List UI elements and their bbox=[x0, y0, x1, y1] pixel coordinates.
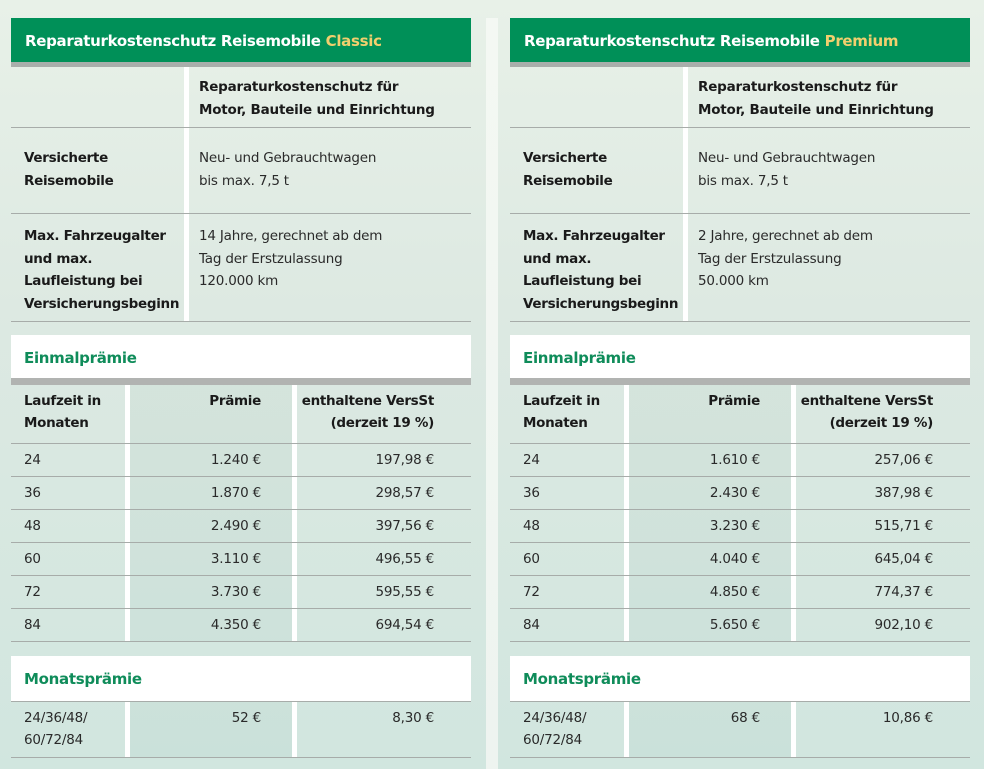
column-header-premium: Prämie bbox=[708, 393, 760, 409]
panel-classic bbox=[11, 18, 471, 758]
single-premium-table bbox=[510, 385, 970, 642]
monthly-premium-table bbox=[510, 702, 970, 758]
title-variant: Classic bbox=[325, 32, 382, 50]
row-label: Versicherte Reisemobile bbox=[24, 150, 114, 189]
row-value: Neu- und Gebrauchtwagen bis max. 7,5 t bbox=[199, 150, 377, 189]
panel-title bbox=[11, 18, 471, 67]
title-variant: Premium bbox=[824, 32, 899, 50]
monthly-premium-heading: Monatsprämie bbox=[510, 656, 970, 702]
coverage-info-table bbox=[510, 67, 970, 322]
table-row: 24/36/48/ 60/72/84 68 € 10,86 € bbox=[510, 702, 970, 758]
table-row: 60 4.040 € 645,04 € bbox=[510, 543, 970, 576]
table-row: 72 4.850 € 774,37 € bbox=[510, 576, 970, 609]
max-age-mileage-row bbox=[11, 214, 471, 322]
table-row: 24 1.610 € 257,06 € bbox=[510, 444, 970, 477]
single-premium-heading: Einmalprämie bbox=[11, 335, 471, 385]
column-header-term: Laufzeit in Monaten bbox=[523, 393, 600, 431]
table-row: 36 1.870 € 298,57 € bbox=[11, 477, 471, 510]
table-header-row bbox=[11, 385, 471, 444]
monthly-premium-heading: Monatsprämie bbox=[11, 656, 471, 702]
table-row: 48 3.230 € 515,71 € bbox=[510, 510, 970, 543]
table-row: 72 3.730 € 595,55 € bbox=[11, 576, 471, 609]
row-value: 14 Jahre, gerechnet ab dem Tag der Erstzulassung 120.000 km bbox=[199, 228, 383, 289]
insured-vehicles-row bbox=[11, 128, 471, 214]
coverage-info-table bbox=[11, 67, 471, 322]
column-header-tax: enthaltene VersSt (derzeit 19 %) bbox=[301, 393, 434, 431]
row-label: Max. Fahrzeugalter und max. Laufleistung bei Versicherungsbeginn bbox=[523, 228, 679, 312]
coverage-description: Reparaturkostenschutz für Motor, Bauteile und Einrichtung bbox=[698, 79, 934, 118]
single-premium-heading: Einmalprämie bbox=[510, 335, 970, 385]
table-row: 60 3.110 € 496,55 € bbox=[11, 543, 471, 576]
single-premium-table bbox=[11, 385, 471, 642]
panel-premium bbox=[510, 18, 970, 758]
coverage-header-row bbox=[11, 67, 471, 128]
title-prefix: Reparaturkostenschutz Reisemobile bbox=[524, 32, 820, 50]
table-row: 84 4.350 € 694,54 € bbox=[11, 609, 471, 642]
panel-title bbox=[510, 18, 970, 67]
coverage-description: Reparaturkostenschutz für Motor, Bauteile und Einrichtung bbox=[199, 79, 435, 118]
row-value: Neu- und Gebrauchtwagen bis max. 7,5 t bbox=[698, 150, 876, 189]
row-value: 2 Jahre, gerechnet ab dem Tag der Erstzulassung 50.000 km bbox=[698, 228, 873, 289]
column-header-premium: Prämie bbox=[209, 393, 261, 409]
table-row: 48 2.490 € 397,56 € bbox=[11, 510, 471, 543]
monthly-premium-table bbox=[11, 702, 471, 758]
insured-vehicles-row bbox=[510, 128, 970, 214]
row-label: Versicherte Reisemobile bbox=[523, 150, 613, 189]
table-row: 84 5.650 € 902,10 € bbox=[510, 609, 970, 642]
table-row: 24 1.240 € 197,98 € bbox=[11, 444, 471, 477]
table-row: 24/36/48/ 60/72/84 52 € 8,30 € bbox=[11, 702, 471, 758]
column-header-term: Laufzeit in Monaten bbox=[24, 393, 101, 431]
column-header-tax: enthaltene VersSt (derzeit 19 %) bbox=[800, 393, 933, 431]
panel-separator bbox=[486, 18, 498, 769]
title-prefix: Reparaturkostenschutz Reisemobile bbox=[25, 32, 321, 50]
table-header-row bbox=[510, 385, 970, 444]
table-row: 36 2.430 € 387,98 € bbox=[510, 477, 970, 510]
row-label: Max. Fahrzeugalter und max. Laufleistung bei Versicherungsbeginn bbox=[24, 228, 180, 312]
max-age-mileage-row bbox=[510, 214, 970, 322]
coverage-header-row bbox=[510, 67, 970, 128]
